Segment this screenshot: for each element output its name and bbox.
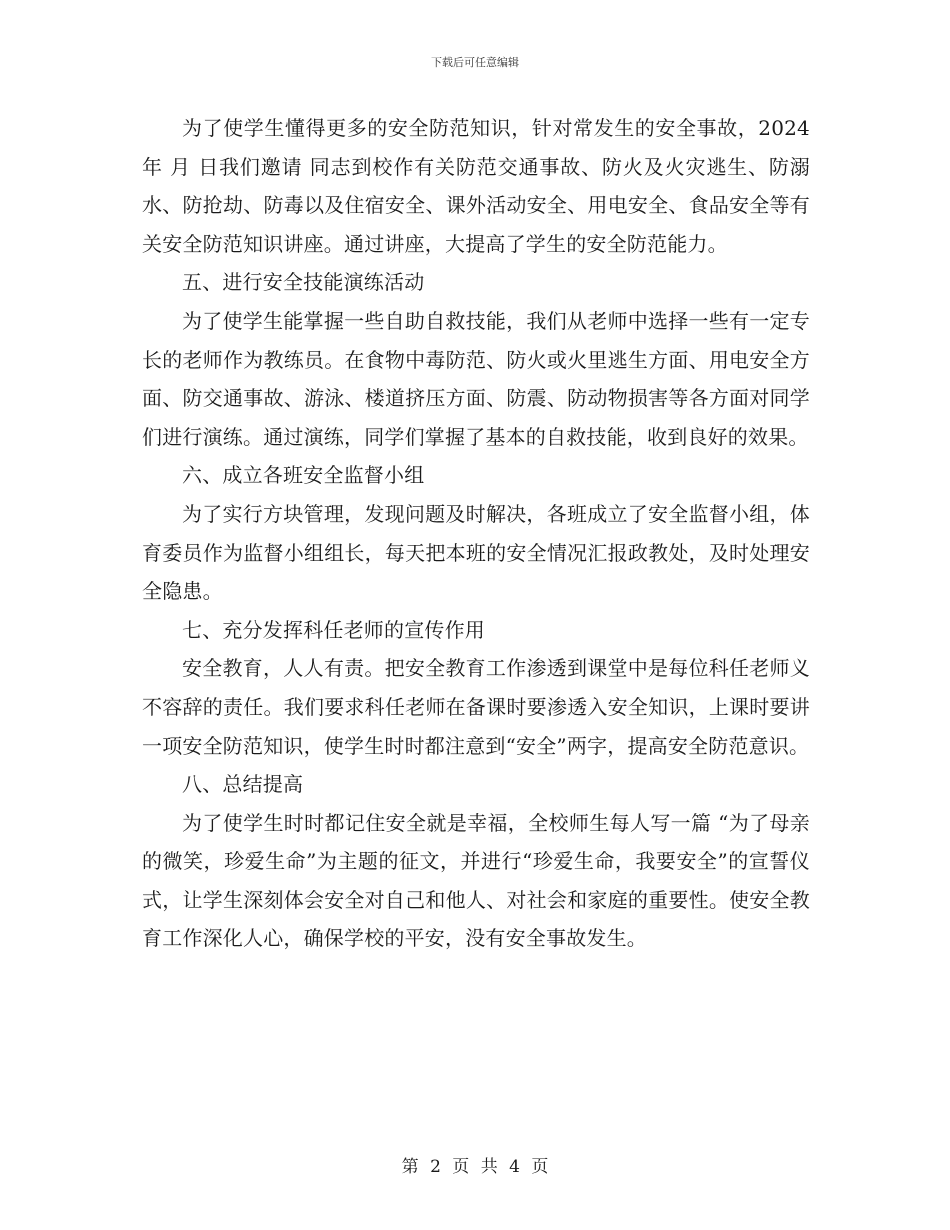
- paragraph-safety-lecture: 为了使学生懂得更多的安全防范知识，针对常发生的安全事故，2024年 月 日我们邀请 同志到校作有关防范交通事故、防火及火灾逃生、防溺水、防抢劫、防毒以及住宿安全、课外活动安全、用电安全、食品安全等有关安全防范知识讲座。通过讲座，大提高了学生的安全防范能力。: [142, 116, 810, 256]
- paragraph-teacher-role: 安全教育，人人有责。把安全教育工作渗透到课堂中是每位科任老师义不容辞的责任。我们要求科任老师在备课时要渗透入安全知识，上课时要讲一项安全防范知识，使学生时时都注意到“安全”两字，提高安全防范意识。: [142, 656, 810, 758]
- paragraph-skill-drills: 为了使学生能掌握一些自助自救技能，我们从老师中选择一些有一定专长的老师作为教练员。在食物中毒防范、防火或火里逃生方面、用电安全方面、防交通事故、游泳、楼道挤压方面、防震、防动物损害等各方面对同学们进行演练。通过演练，同学们掌握了基本的自救技能，收到良好的效果。: [142, 308, 810, 449]
- section-heading-7: 七、充分发挥科任老师的宣传作用: [182, 617, 485, 642]
- document-body: [142, 109, 810, 958]
- paragraph-class-supervision: 为了实行方块管理，发现问题及时解决，各班成立了安全监督小组，体育委员作为监督小组组长，每天把本班的安全情况汇报政教处，及时处理安全隐患。: [142, 501, 810, 604]
- page-number-footer: 第 2 页 共 4 页: [401, 1157, 549, 1177]
- page-header: 下载后可任意编辑: [431, 56, 519, 69]
- section-heading-5: 五、进行安全技能演练活动: [182, 270, 425, 295]
- section-heading-6: 六、成立各班安全监督小组: [182, 463, 425, 488]
- paragraph-summary: 为了使学生时时都记住安全就是幸福，全校师生每人写一篇 “为了母亲的微笑，珍爱生命”为主题的征文，并进行“珍爱生命，我要安全”的宣誓仪式，让学生深刻体会安全对自己和他人、对社会和家庭的重要性。使安全教育工作深化人心，确保学校的平安，没有安全事故发生。: [142, 810, 810, 951]
- section-heading-8: 八、总结提高: [182, 772, 304, 797]
